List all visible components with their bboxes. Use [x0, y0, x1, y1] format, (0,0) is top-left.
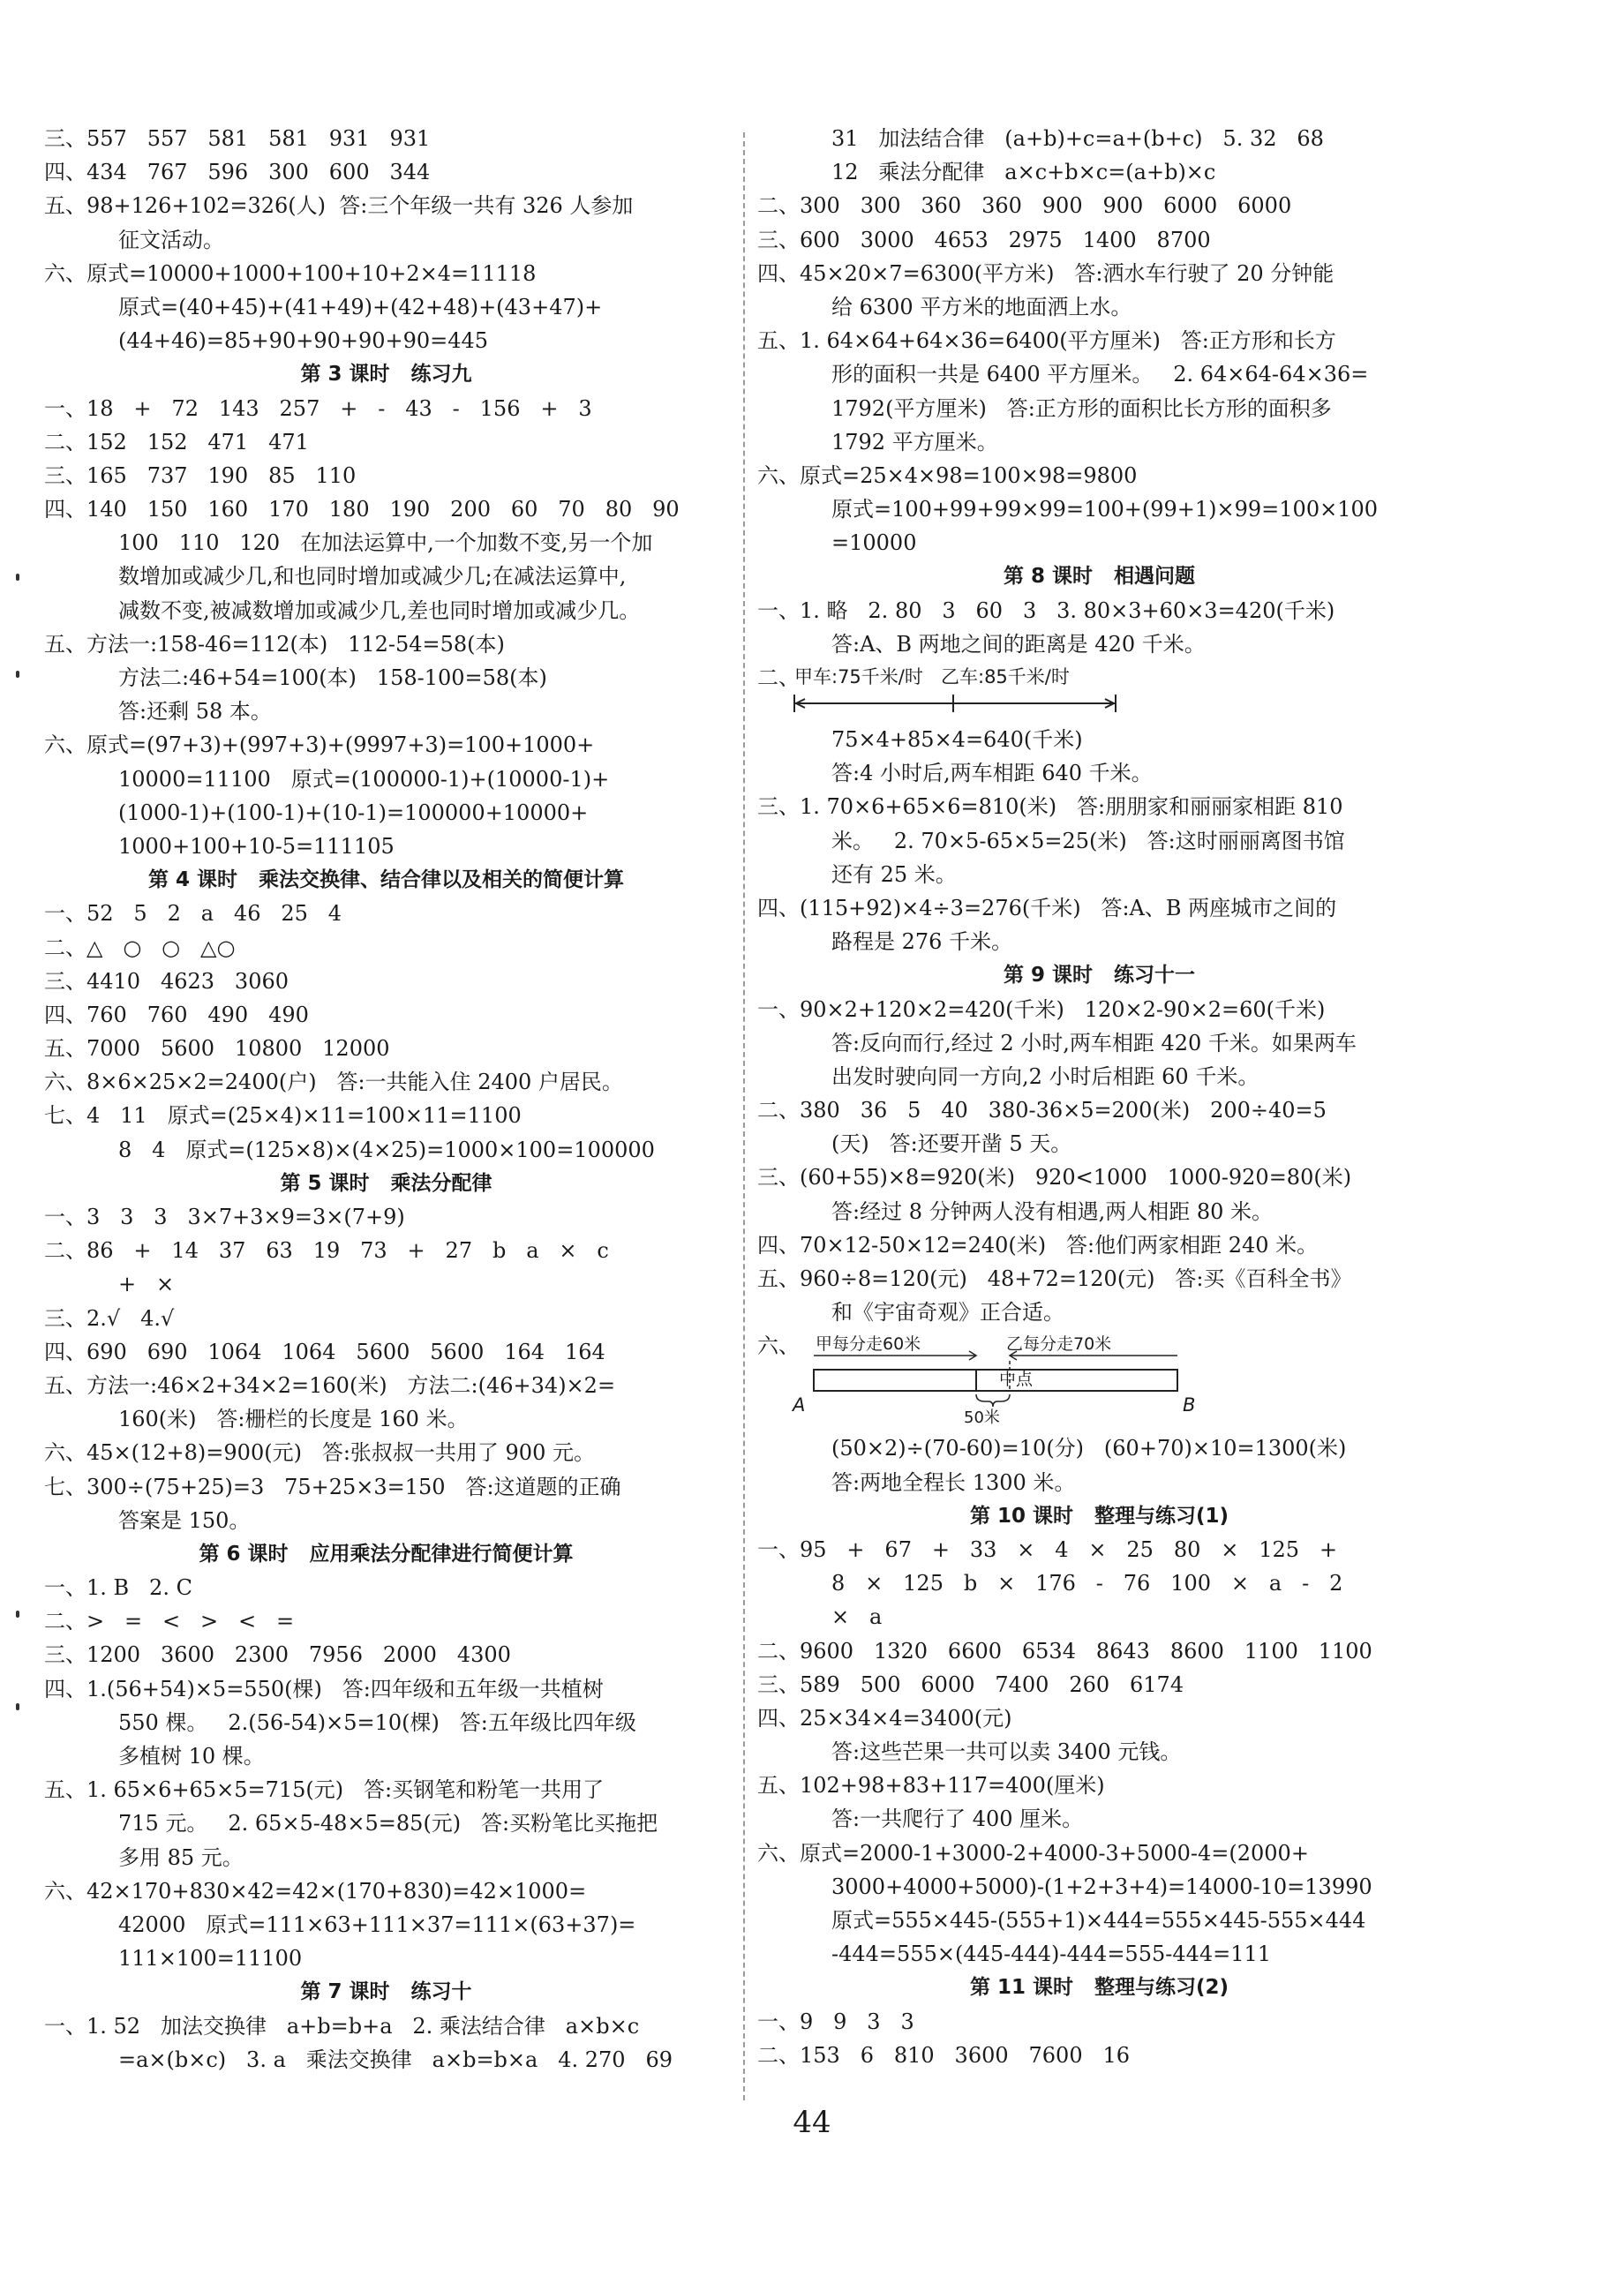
page-number: 44	[793, 2105, 831, 2140]
answer-line: 100 110 120 在加法运算中,一个加数不变,另一个加	[118, 530, 653, 556]
answer-line: 给 6300 平方米的地面洒上水。	[831, 294, 1132, 319]
section-heading: 第 11 课时 整理与练习(2)	[969, 1976, 1229, 2000]
answer-line: 答:一共爬行了 400 厘米。	[831, 1807, 1084, 1832]
answer-line: 二、86 + 14 37 63 19 73 + 27 b a × c	[44, 1238, 609, 1264]
answer-line: 六、原式=2000-1+3000-2+4000-3+5000-4=(2000+	[757, 1840, 1309, 1866]
section-heading: 第 9 课时 练习十一	[1003, 964, 1196, 988]
car-a-speed: 甲车:75千米/时	[794, 666, 923, 687]
answer-line: 五、102+98+83+117=400(厘米)	[757, 1773, 1105, 1799]
answer-line: 二、300 300 360 360 900 900 6000 6000	[757, 193, 1292, 219]
answer-line: 征文活动。	[118, 227, 224, 252]
answer-line: 三、589 500 6000 7400 260 6174	[757, 1671, 1184, 1697]
margin-mark	[16, 1703, 19, 1710]
answer-line: 四、760 760 490 490	[44, 1002, 309, 1027]
right-column	[757, 122, 1441, 2072]
answer-line: 原式=100+99+99×99=100+(99+1)×99=100×100	[831, 497, 1379, 522]
section-heading: 第 7 课时 练习十	[300, 1980, 472, 2004]
answer-line: 答:经过 8 分钟两人没有相遇,两人相距 80 米。	[831, 1198, 1274, 1224]
answer-line: 42000 原式=111×63+111×37=111×(63+37)=	[118, 1912, 636, 1937]
answer-line: 一、90×2+120×2=420(千米) 120×2-90×2=60(千米)	[757, 996, 1326, 1022]
answer-line: 一、1. B 2. C	[44, 1575, 192, 1601]
diagram-walkers	[757, 1329, 1441, 1431]
answer-line: 715 元。 2. 65×5-48×5=85(元) 答:买粉笔比买拖把	[118, 1811, 658, 1837]
answer-line: (50×2)÷(70-60)=10(分) (60+70)×10=1300(米)	[831, 1436, 1347, 1461]
answer-line: 答:反向而行,经过 2 小时,两车相距 420 千米。如果两车	[831, 1030, 1357, 1055]
answer-line: =10000	[831, 530, 917, 556]
margin-mark	[16, 671, 19, 678]
section-heading: 第 5 课时 乘法分配律	[280, 1171, 492, 1195]
answer-line: 方法二:46+54=100(本) 158-100=58(本)	[118, 665, 547, 690]
point-a: A	[793, 1394, 806, 1416]
answer-line: 111×100=11100	[118, 1946, 303, 1972]
answer-line: -444=555×(445-444)-444=555-444=111	[831, 1942, 1272, 1967]
answer-line: 一、3 3 3 3×7+3×9=3×(7+9)	[44, 1205, 405, 1229]
diagram-label: 六、	[757, 1333, 800, 1359]
answer-line: 三、2.√ 4.√	[44, 1305, 175, 1331]
answer-line: 米。 2. 70×5-65×5=25(米) 答:这时丽丽离图书馆	[831, 828, 1345, 853]
answer-line: 三、1200 3600 2300 7956 2000 4300	[44, 1642, 511, 1668]
answer-line: 四、(115+92)×4÷3=276(千米) 答:A、B 两座城市之间的	[757, 895, 1337, 920]
answer-line: 答:A、B 两地之间的距离是 420 千米。	[831, 631, 1206, 657]
answer-line: 三、165 737 190 85 110	[44, 462, 357, 488]
answer-line: 六、原式=10000+1000+100+10+2×4=11118	[44, 260, 537, 286]
walker-b-speed: 乙每分走70米	[1006, 1334, 1112, 1355]
answer-line: 1792 平方厘米。	[831, 429, 998, 454]
answer-line: 10000=11100 原式=(100000-1)+(10000-1)+	[118, 766, 610, 792]
answer-line: 1792(平方厘米) 答:正方形的面积比长方形的面积多	[831, 395, 1332, 421]
answer-line: 七、4 11 原式=(25×4)×11=100×11=1100	[44, 1103, 522, 1129]
midpoint-label: 中点	[999, 1370, 1034, 1390]
answer-line: 二、153 6 810 3600 7600 16	[757, 2042, 1131, 2068]
answer-line: 三、557 557 581 581 931 931	[44, 126, 431, 151]
answer-line: 出发时驶向同一方向,2 小时后相距 60 千米。	[831, 1063, 1259, 1089]
column-divider	[743, 132, 745, 2100]
answer-line: 四、140 150 160 170 180 190 200 60 70 80 90	[44, 497, 680, 522]
point-b: B	[1183, 1394, 1196, 1416]
answer-line: 数增加或减少几,和也同时增加或减少几;在减法运算中,	[118, 564, 627, 590]
answer-line: 31 加法结合律 (a+b)+c=a+(b+c) 5. 32 68	[831, 126, 1324, 151]
left-column	[44, 122, 728, 2077]
answer-line: 还有 25 米。	[831, 861, 957, 887]
answer-line: 五、98+126+102=326(人) 答:三个年级一共有 326 人参加	[44, 193, 634, 219]
answer-line: 一、18 + 72 143 257 + - 43 - 156 + 3	[44, 395, 592, 421]
answer-line: 原式=555×445-(555+1)×444=555×445-555×444	[831, 1908, 1366, 1933]
answer-line: 二、380 36 5 40 380-36×5=200(米) 200÷40=5	[757, 1098, 1327, 1123]
answer-line: 二、152 152 471 471	[44, 429, 309, 454]
answer-line: 多用 85 元。	[118, 1844, 244, 1870]
answer-line: 一、1. 略 2. 80 3 60 3 3. 80×3+60×3=420(千米)	[757, 597, 1335, 623]
answer-line: 六、45×(12+8)=900(元) 答:张叔叔一共用了 900 元。	[44, 1440, 595, 1466]
margin-mark	[16, 1611, 19, 1618]
section-heading: 第 4 课时 乘法交换律、结合律以及相关的简便计算	[147, 868, 625, 892]
answer-line: 一、9 9 3 3	[757, 2009, 914, 2034]
answer-line: 原式=(40+45)+(41+49)+(42+48)+(43+47)+	[118, 294, 603, 319]
answer-line: 二、> = < > < =	[44, 1609, 295, 1634]
section-heading: 第 8 课时 相遇问题	[1003, 565, 1196, 589]
answer-line: 一、95 + 67 + 33 × 4 × 25 80 × 125 +	[757, 1536, 1338, 1562]
answer-line: 四、70×12-50×12=240(米) 答:他们两家相距 240 米。	[757, 1232, 1319, 1258]
answer-line: 二、△ ○ ○ △○	[44, 935, 236, 960]
section-heading: 第 10 课时 整理与练习(1)	[969, 1504, 1229, 1528]
answer-line: 12 乘法分配律 a×c+b×c=(a+b)×c	[831, 160, 1216, 185]
answer-line: 五、1. 64×64+64×36=6400(平方厘米) 答:正方形和长方	[757, 328, 1336, 354]
segment-diagram-1	[793, 691, 1119, 719]
answer-line: 8 × 125 b × 176 - 76 100 × a - 2	[831, 1571, 1343, 1596]
section-heading: 第 3 课时 练习九	[300, 363, 472, 387]
answer-line: 五、960÷8=120(元) 48+72=120(元) 答:买《百科全书》	[757, 1266, 1352, 1291]
answer-line: (44+46)=85+90+90+90+90=445	[118, 328, 489, 354]
answer-line: 三、4410 4623 3060	[44, 968, 289, 994]
answer-line: 六、原式=(97+3)+(997+3)+(9997+3)=100+1000+	[44, 732, 595, 758]
answer-line: 三、600 3000 4653 2975 1400 8700	[757, 227, 1211, 252]
answer-line: 四、434 767 596 300 600 344	[44, 160, 431, 185]
diagram-cars	[757, 661, 1441, 723]
answer-line: 答:两地全程长 1300 米。	[831, 1469, 1076, 1495]
answer-line: 160(米) 答:栅栏的长度是 160 米。	[118, 1407, 469, 1432]
segment-diagram-2	[812, 1348, 1183, 1412]
answer-line: (1000-1)+(100-1)+(10-1)=100000+10000+	[118, 800, 589, 825]
answer-line: 答:4 小时后,两车相距 640 千米。	[831, 761, 1153, 786]
car-b-speed: 乙车:85千米/时	[941, 666, 1070, 687]
answer-line: 一、1. 52 加法交换律 a+b=b+a 2. 乘法结合律 a×b×c	[44, 2013, 640, 2039]
diagram-label: 二、	[757, 665, 800, 690]
answer-line: 五、方法一:46×2+34×2=160(米) 方法二:(46+34)×2=	[44, 1372, 616, 1398]
answer-line: 路程是 276 千米。	[831, 929, 1013, 955]
answer-line: 一、52 5 2 a 46 25 4	[44, 901, 342, 927]
section-heading: 第 6 课时 应用乘法分配律进行简便计算	[199, 1542, 574, 1566]
answer-line: 550 棵。 2.(56-54)×5=10(棵) 答:五年级比四年级	[118, 1709, 636, 1735]
answer-line: 三、1. 70×6+65×6=810(米) 答:朋朋家和丽丽家相距 810	[757, 794, 1343, 820]
answer-line: 减数不变,被减数增加或减少几,差也同时增加或减少几。	[118, 597, 641, 623]
answer-line: 四、25×34×4=3400(元)	[757, 1705, 1012, 1731]
answer-line: 五、7000 5600 10800 12000	[44, 1036, 390, 1062]
answer-line: 六、42×170+830×42=42×(170+830)=42×1000=	[44, 1878, 587, 1904]
answer-line: 二、9600 1320 6600 6534 8643 8600 1100 1100	[757, 1638, 1372, 1664]
answer-line: + ×	[118, 1272, 175, 1297]
answer-line: (天) 答:还要开凿 5 天。	[831, 1131, 1072, 1157]
walker-a-speed: 甲每分走60米	[816, 1334, 921, 1355]
answer-line: 多植树 10 棵。	[118, 1744, 265, 1769]
answer-line: 答:这些芒果一共可以卖 3400 元钱。	[831, 1739, 1182, 1765]
answer-line: 四、1.(56+54)×5=550(棵) 答:四年级和五年级一共植树	[44, 1676, 604, 1701]
answer-line: 四、45×20×7=6300(平方米) 答:洒水车行驶了 20 分钟能	[757, 260, 1335, 286]
answer-line: × a	[831, 1604, 883, 1630]
answer-line: 七、300÷(75+25)=3 75+25×3=150 答:这道题的正确	[44, 1474, 621, 1499]
answer-line: 五、方法一:158-46=112(本) 112-54=58(本)	[44, 631, 505, 657]
answer-line: 8 4 原式=(125×8)×(4×25)=1000×100=100000	[118, 1137, 655, 1162]
answer-line: 答案是 150。	[118, 1507, 251, 1533]
answer-line: =a×(b×c) 3. a 乘法交换律 a×b=b×a 4. 270 69	[118, 2047, 673, 2072]
answer-line: 五、1. 65×6+65×5=715(元) 答:买钢笔和粉笔一共用了	[44, 1777, 605, 1803]
gap-label: 50米	[964, 1408, 1000, 1428]
answer-line: 六、8×6×25×2=2400(户) 答:一共能入住 2400 户居民。	[44, 1070, 623, 1095]
answer-line: 1000+100+10-5=111105	[118, 833, 395, 859]
answer-line: 3000+4000+5000)-(1+2+3+4)=14000-10=13990	[831, 1874, 1372, 1899]
answer-line: 答:还剩 58 本。	[118, 699, 272, 725]
answer-line: 75×4+85×4=640(千米)	[831, 727, 1083, 752]
answer-line: 和《宇宙奇观》正合适。	[831, 1300, 1064, 1326]
answer-line: 三、(60+55)×8=920(米) 920<1000 1000-920=80(米)	[757, 1165, 1352, 1191]
answer-line: 形的面积一共是 6400 平方厘米。 2. 64×64-64×36=	[831, 362, 1369, 387]
answer-line: 四、690 690 1064 1064 5600 5600 164 164	[44, 1339, 605, 1364]
answer-line: 六、原式=25×4×98=100×98=9800	[757, 462, 1138, 488]
margin-mark	[16, 574, 19, 581]
